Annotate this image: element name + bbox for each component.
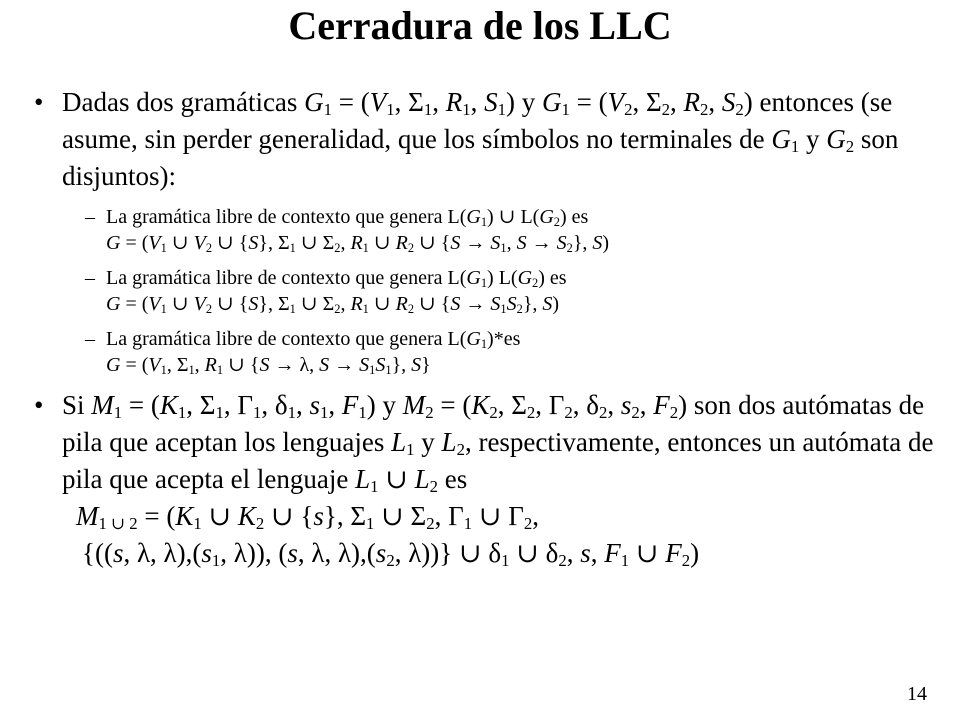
bullet-item-automata — [34, 387, 934, 572]
dash-icon: – — [85, 328, 95, 350]
bullet-text-grammars: Dadas dos gramáticas $G_1 = (V_1$, $\Sigma_1$, $R_1$, $S_1$) y $G_1 = (V_2$, $\Sigma_2$, $R_2$, $S_2$) entonces (se asume, sin perder generalidad, que los símbolos no terminales de $G_1$ y $G_2$ son disjuntos): — [62, 87, 899, 191]
sub-item-concatenation-text: La gramática libre de contexto que genera $L(G_1)$ $L(G_2)$ es $G = (V_1$ ∪ $V_2$ ∪ {S}, $\Sigma_1$ ∪ $\Sigma_2$, $R_1$ ∪ $R_2$ ∪ $\{S \to S_1S_2\}$, S) — [106, 267, 567, 317]
sub-item-concatenation — [85, 265, 934, 317]
bullet-icon: • — [34, 87, 44, 117]
sub-item-kleene-star — [85, 326, 934, 378]
automaton-formula-line2: {((s, λ, $\lambda),(s_1$, λ)), (s, λ, $\lambda),(s_2$, λ))} ∪ $\delta_1$ ∪ $\delta_2$, s, $F_1$ ∪ $F_2$) — [82, 538, 700, 571]
dash-icon: – — [85, 206, 95, 228]
bullet-item-grammars — [34, 84, 934, 195]
dash-icon: – — [85, 267, 95, 289]
bullet-icon: • — [34, 390, 44, 420]
sub-item-list — [85, 204, 934, 378]
sub-item-union — [85, 204, 934, 256]
sub-item-union-text: La gramática libre de contexto que genera $L(G_1)$ ∪ $L(G_2)$ es $G = (V_1$ ∪ $V_2$ ∪ {S}, $\Sigma_1$ ∪ $\Sigma_2$, $R_1$ ∪ $R_2$ ∪ {$S \to S_1$, $S \to S_2$}, S) — [106, 206, 610, 256]
slide-title: Cerradura de los LLC — [288, 3, 672, 48]
bullet-text-automata: Si $M_1 = (K_1$, $\Sigma_1$, $\Gamma_1$, $\delta_1$, $s_1$, $F_1$) y $M_2 = (K_2$, $\Sigma_2$, $\Gamma_2$, $\delta_2$, $s_2$, $F_2$) son dos autómatas de pila que aceptan los lenguajes $L_1$ y $L_2$, respectivamente, entonces un autómata de pila que acepta el lenguaje $L_1$ ∪ $L_2$ es — [62, 390, 934, 497]
automaton-formula-line1: $M_{1 \cup 2} = (K_1$ ∪ $K_2$ ∪ {s}, $\Sigma_1$ ∪ $\Sigma_2$, $\Gamma_1$ ∪ $\Gamma_2$, — [76, 501, 539, 534]
slide-body — [34, 84, 934, 572]
page-number: 14 — [907, 683, 927, 705]
sub-item-kleene-star-text: La gramática libre de contexto que genera $L(G_1)*es$ $G = (V_1$, $\Sigma_1$, $R_1$ ∪ {S → λ, $S \to S_1S_1$}, S} — [106, 328, 521, 378]
